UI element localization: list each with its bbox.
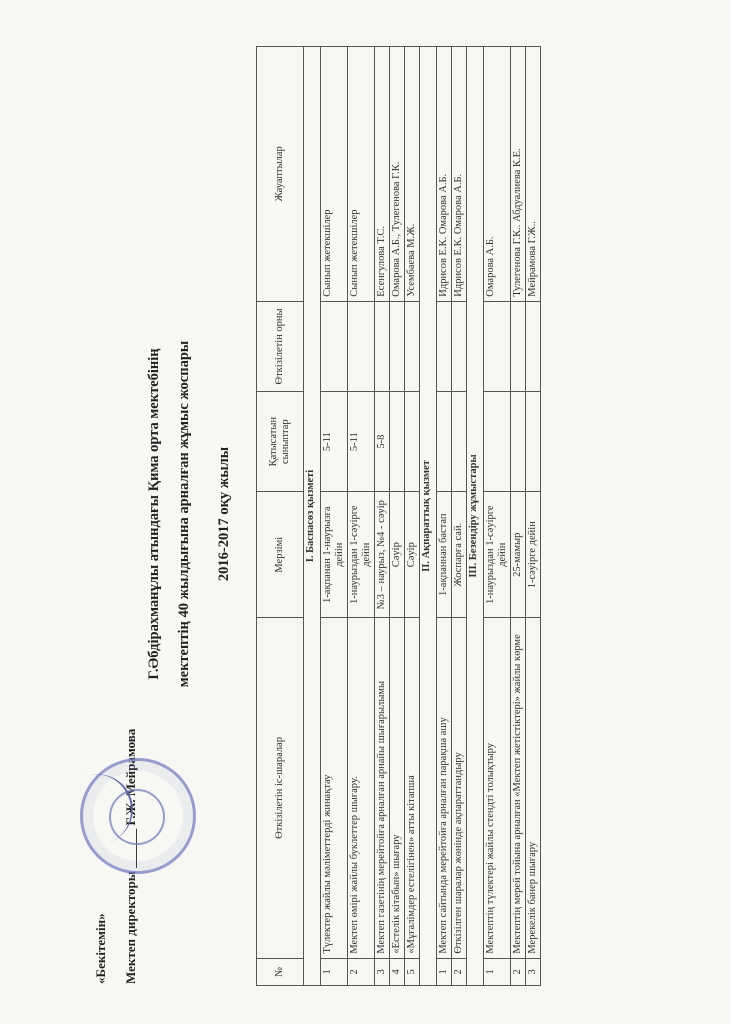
row-event: Мерекелік банер шығару: [526, 618, 541, 958]
row-event: Мектептің мерей тойына арналған «Мектеп жетістіктері» жайлы көрме: [511, 618, 526, 958]
row-term: 1-наурыздан 1-сәуірге дейін: [484, 492, 511, 618]
row-place: [452, 301, 467, 391]
row-event: Түлектер жайлы мәліметтерді жинақтау: [321, 618, 348, 958]
row-responsible: Тулегенова Г.К.. Абдуалиева К.Е.: [511, 47, 526, 302]
row-term: Жоспарға сай.: [452, 492, 467, 618]
row-responsible: Усембаева М.Ж.: [405, 47, 420, 302]
row-term: №3 – наурыз, №4 - сәуір: [375, 492, 390, 618]
row-term: 1-ақпаннан бастап: [437, 492, 452, 618]
row-place: [375, 301, 390, 391]
col-classes: Қатысатын сыныптар: [257, 392, 304, 492]
row-classes: 5-11: [321, 392, 348, 492]
section-title: I. Баспасөз қызметі: [304, 47, 321, 986]
row-classes: [452, 392, 467, 492]
col-number: №: [257, 958, 304, 985]
table-row: [526, 47, 541, 986]
row-number: 1: [437, 958, 452, 985]
row-classes: [526, 392, 541, 492]
row-event: «Мұғалімдер естелігінен» атты кітапша: [405, 618, 420, 958]
row-place: [511, 301, 526, 391]
row-number: 3: [375, 958, 390, 985]
table-row: [452, 47, 467, 986]
row-term: 25-мамыр: [511, 492, 526, 618]
row-term: 1-наурыздан 1-сәуірге дейін: [348, 492, 375, 618]
row-responsible: Идрисов Е.К. Омарова А.Б.: [452, 47, 467, 302]
row-number: 3: [526, 958, 541, 985]
row-event: Өткізілген шаралар жөнінде ақпараттандыру: [452, 618, 467, 958]
director-line: Мектеп директоры ______ Г.Ж. Мейрамова: [123, 728, 138, 984]
table-row: [321, 47, 348, 986]
row-classes: [437, 392, 452, 492]
row-term: Сәуір: [390, 492, 405, 618]
row-place: [484, 301, 511, 391]
table-row: [484, 47, 511, 986]
row-responsible: Есенгулова Т.С.: [375, 47, 390, 302]
row-place: [321, 301, 348, 391]
table-row: [437, 47, 452, 986]
row-number: 2: [452, 958, 467, 985]
row-classes: [390, 392, 405, 492]
section-title: III. Безендіру жұмыстары: [467, 47, 484, 986]
approval-label: «Бекітемін»: [93, 913, 108, 984]
section-header-row: [304, 47, 321, 986]
row-event: «Естелік кітабын» шығару: [390, 618, 405, 958]
row-event: Мектеп газетінің мерейтойға арналған арнайы шығарылымы: [375, 618, 390, 958]
row-classes: [405, 392, 420, 492]
row-classes: 5-8: [375, 392, 390, 492]
col-responsible: Жауаптылар: [257, 47, 304, 302]
school-title: Г.Әбдірахманұлы атындағы Қима орта мектебінің: [146, 348, 162, 680]
row-place: [348, 301, 375, 391]
table-body: [304, 47, 541, 986]
row-responsible: Омарова А.Б., Тулегенова Г.К.: [390, 47, 405, 302]
row-responsible: Омарова А.Б.: [484, 47, 511, 302]
row-number: 2: [511, 958, 526, 985]
row-classes: [511, 392, 526, 492]
table-row: [348, 47, 375, 986]
row-place: [390, 301, 405, 391]
row-place: [437, 301, 452, 391]
section-title: II. Ақпараттық қызмет: [420, 47, 437, 986]
section-header-row: [420, 47, 437, 986]
row-event: Мектептің түлектері жайлы стендті толықтыру: [484, 618, 511, 958]
table-row: [390, 47, 405, 986]
row-number: 4: [390, 958, 405, 985]
row-responsible: Сынып жетекшілер: [321, 47, 348, 302]
row-number: 1: [484, 958, 511, 985]
row-number: 1: [321, 958, 348, 985]
row-term: 1-ақпанан 1-наурызға дейін: [321, 492, 348, 618]
row-event: Мектеп өмірі жайлы буклеттер шығару.: [348, 618, 375, 958]
table-row: [511, 47, 526, 986]
academic-year: 2016-2017 оқу жылы: [216, 446, 232, 582]
row-responsible: Мейрамова Г.Ж..: [526, 47, 541, 302]
row-classes: 5-11: [348, 392, 375, 492]
table-header-row: [257, 47, 304, 986]
row-term: Сәуір: [405, 492, 420, 618]
row-classes: [484, 392, 511, 492]
row-place: [526, 301, 541, 391]
row-responsible: Идрисов Е.К. Омарова А.Б.: [437, 47, 452, 302]
section-header-row: [467, 47, 484, 986]
row-place: [405, 301, 420, 391]
plan-title: мектептің 40 жылдығына арналған жұмыс жоспары: [176, 340, 192, 688]
table-row: [375, 47, 390, 986]
table-row: [405, 47, 420, 986]
work-plan-table: [256, 46, 541, 986]
row-number: 5: [405, 958, 420, 985]
row-event: Мектеп сайтында мерейтойға арналған парақша ашу: [437, 618, 452, 958]
col-term: Мерзімі: [257, 492, 304, 618]
row-term: 1-сәуірге дейін: [526, 492, 541, 618]
row-number: 2: [348, 958, 375, 985]
col-event: Өткізілетін іс-шаралар: [257, 618, 304, 958]
row-responsible: Сынып жетекшілер: [348, 47, 375, 302]
col-place: Өткізілетін орны: [257, 301, 304, 391]
